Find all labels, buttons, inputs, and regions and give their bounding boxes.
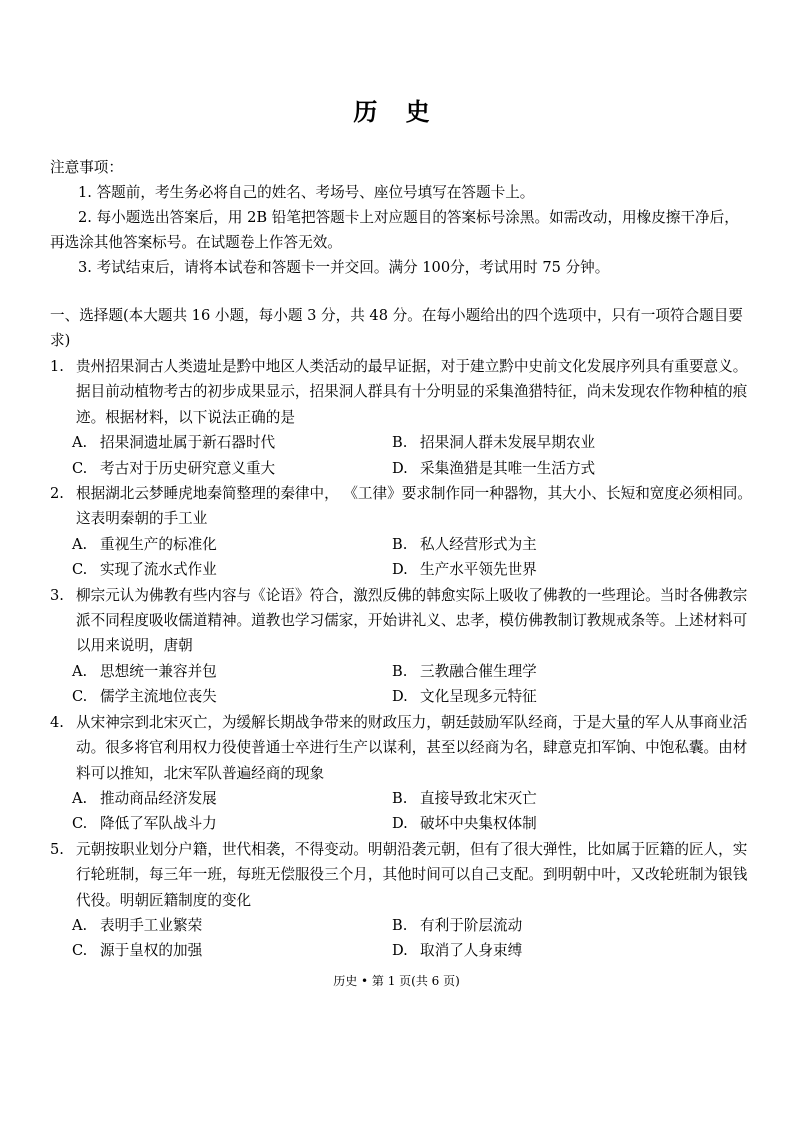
option-b: B. 有利于阶层流动 — [392, 916, 523, 934]
option-list — [50, 430, 755, 481]
option-list — [50, 786, 755, 837]
question-3 — [50, 583, 755, 710]
question-stem: 从宋神宗到北宋灭亡，为缓解长期战争带来的财政压力，朝廷鼓励军队经商，于是大量的军人从事商业活动。很多将官利用权力役使普通士卒进行生产以谋利，甚至以经商为名，肆意克扣军饷、中饱私囊。由材料可以推知，北宋军队普遍经商的现象 — [76, 713, 748, 782]
question-number: 2. — [50, 485, 64, 503]
question-1 — [50, 354, 755, 481]
option-list — [50, 659, 755, 710]
option-b: B. 直接导致北宋灭亡 — [392, 789, 537, 807]
question-number: 1. — [50, 358, 64, 375]
notice-item-1: 1. 答题前，考生务必将自己的姓名、考场号、座位号填写在答题卡上。 — [78, 184, 535, 201]
question-5 — [50, 837, 755, 964]
notice-block — [50, 155, 750, 280]
question-stem: 贵州招果洞古人类遗址是黔中地区人类活动的最早证据，对于建立黔中史前文化发展序列具有重要意义。据目前动植物考古的初步成果显示，招果洞人群具有十分明显的采集渔猎特征，尚未发现农作物种植的痕迹。根据材料，以下说法正确的是 — [76, 358, 748, 426]
option-d: D. 破坏中央集权体制 — [392, 815, 537, 833]
notice-heading: 注意事项： — [50, 159, 123, 176]
option-a: A. 表明手工业繁荣 — [72, 916, 203, 934]
question-list — [50, 354, 755, 964]
option-c: C. 实现了流水式作业 — [72, 561, 217, 579]
option-c: C. 降低了军队战斗力 — [72, 815, 217, 833]
page-footer: 历史 • 第 1 页(共 6 页) — [333, 974, 460, 988]
question-stem: 元朝按职业划分户籍，世代相袭，不得变动。明朝沿袭元朝，但有了很大弹性，比如属于匠籍的匠人，实行轮班制，每三年一班，每班无偿服役三个月，其他时间可以自己支配。到明朝中叶，又改轮班制为银钱代役。明朝匠籍制度的变化 — [76, 840, 748, 909]
page-title: 历 史 — [353, 97, 440, 126]
option-list — [50, 913, 755, 964]
notice-item-3: 3. 考试结束后，请将本试卷和答题卡一并交回。满分 100分，考试用时 75 分钟。 — [78, 259, 610, 276]
option-d: D. 取消了人身束缚 — [392, 942, 523, 960]
option-b: B. 招果洞人群未发展早期农业 — [392, 434, 596, 452]
question-stem: 根据湖北云梦睡虎地秦简整理的秦律中， 《工律》要求制作同一种器物，其大小、长短和宽度必须相同。这表明秦朝的手工业 — [76, 485, 752, 528]
option-d: D. 生产水平领先世界 — [392, 561, 537, 579]
option-a: A. 思想统一兼容并包 — [72, 662, 217, 680]
option-b: B. 三教融合催生理学 — [392, 662, 537, 680]
question-stem: 柳宗元认为佛教有些内容与《论语》符合，激烈反佛的韩愈实际上吸收了佛教的一些理论。当时各佛教宗派不同程度吸收儒道精神。道教也学习儒家，开始讲礼义、忠孝，模仿佛教制订教规戒条等。上述材料可以用来说明，唐朝 — [76, 586, 748, 655]
option-b: B. 私人经营形式为主 — [392, 535, 537, 553]
option-c: C. 考古对于历史研究意义重大 — [72, 459, 276, 477]
section-heading: 一、选择题(本大题共 16 小题，每小题 3 分，共 48 分。在每小题给出的四个选项中，只有一项符合题目要求) — [50, 307, 743, 349]
option-c: C. 儒学主流地位丧失 — [72, 688, 217, 706]
option-a: A. 推动商品经济发展 — [72, 789, 217, 807]
notice-item-2: 2. 每小题选出答案后，用 2B 铅笔把答题卡上对应题目的答案标号涂黑。如需改动，用橡皮擦干净后，再选涂其他答案标号。在试题卷上作答无效。 — [50, 209, 739, 251]
question-2 — [50, 481, 755, 583]
question-number: 4. — [50, 713, 64, 731]
option-a: A. 重视生产的标准化 — [72, 535, 217, 553]
question-number: 5. — [50, 840, 64, 858]
question-4 — [50, 710, 755, 837]
option-d: D. 文化呈现多元特征 — [392, 688, 537, 706]
question-number: 3. — [50, 586, 64, 604]
option-c: C. 源于皇权的加强 — [72, 942, 203, 960]
option-d: D. 采集渔猎是其唯一生活方式 — [392, 459, 596, 477]
option-list — [50, 532, 755, 583]
option-a: A. 招果洞遗址属于新石器时代 — [72, 434, 276, 452]
